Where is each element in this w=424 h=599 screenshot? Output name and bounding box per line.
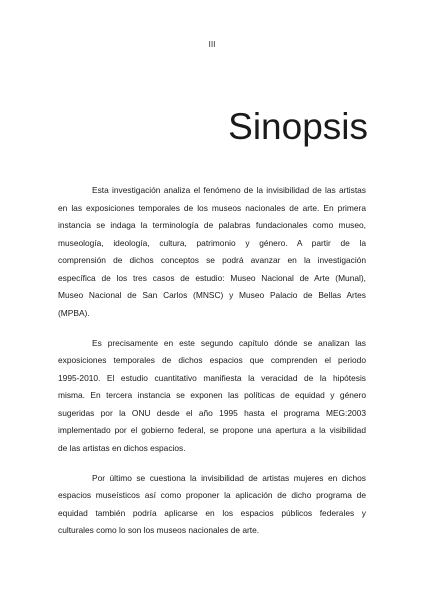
text-line: específica de los tres casos de estudio: Museo Nacional de Arte (Munal),: [58, 272, 366, 283]
text-line: museología, ideología, cultura, patrimonio y género. A partir de la: [58, 237, 366, 248]
paragraph-1: [58, 182, 366, 322]
paragraph-2: [58, 335, 366, 458]
text-line: instancia se indaga la terminología de palabras fundacionales como museo,: [58, 220, 366, 230]
text-line: de las artistas en dichos espacios.: [58, 442, 186, 453]
text-line: Es precisamente en este segundo capítulo dónde se analizan las: [92, 337, 366, 348]
text-line: Esta investigación analiza el fenómeno de la invisibilidad de las artistas: [92, 185, 366, 195]
text-line: Por último se cuestiona la invisibilidad de artistas mujeres en dichos: [92, 472, 366, 483]
text-line: misma. En tercera instancia se exponen las políticas de equidad y género: [58, 390, 366, 400]
page-title: Sinopsis: [228, 106, 368, 147]
text-line: comprensión de dichos conceptos se podrá avanzar en la investigación: [58, 255, 366, 265]
page-number: III: [208, 39, 216, 49]
text-line: (MPBA).: [58, 307, 90, 318]
text-line: sugeridas por la ONU desde el año 1995 hasta el programa MEG:2003: [58, 407, 366, 418]
synopsis-body: [58, 182, 366, 552]
text-line: en las exposiciones temporales de los museos nacionales de arte. En primera: [58, 202, 366, 213]
text-line: exposiciones temporales de dichos espacios que comprenden el periodo: [58, 355, 366, 365]
text-line: implementado por el gobierno federal, se propone una apertura a la visibilidad: [58, 425, 366, 435]
text-line: culturales como lo son los museos nacionales de arte.: [58, 525, 260, 535]
paragraph-3: [58, 470, 366, 540]
text-line: Museo Nacional de San Carlos (MNSC) y Museo Palacio de Bellas Artes: [58, 290, 366, 300]
text-line: 1995-2010. El estudio cuantitativo manifiesta la veracidad de la hipótesis: [58, 372, 366, 383]
text-line: equidad también podría aplicarse en los espacios públicos federales y: [58, 507, 366, 518]
text-line: espacios museísticos así como proponer la aplicación de dicho programa de: [58, 490, 366, 500]
